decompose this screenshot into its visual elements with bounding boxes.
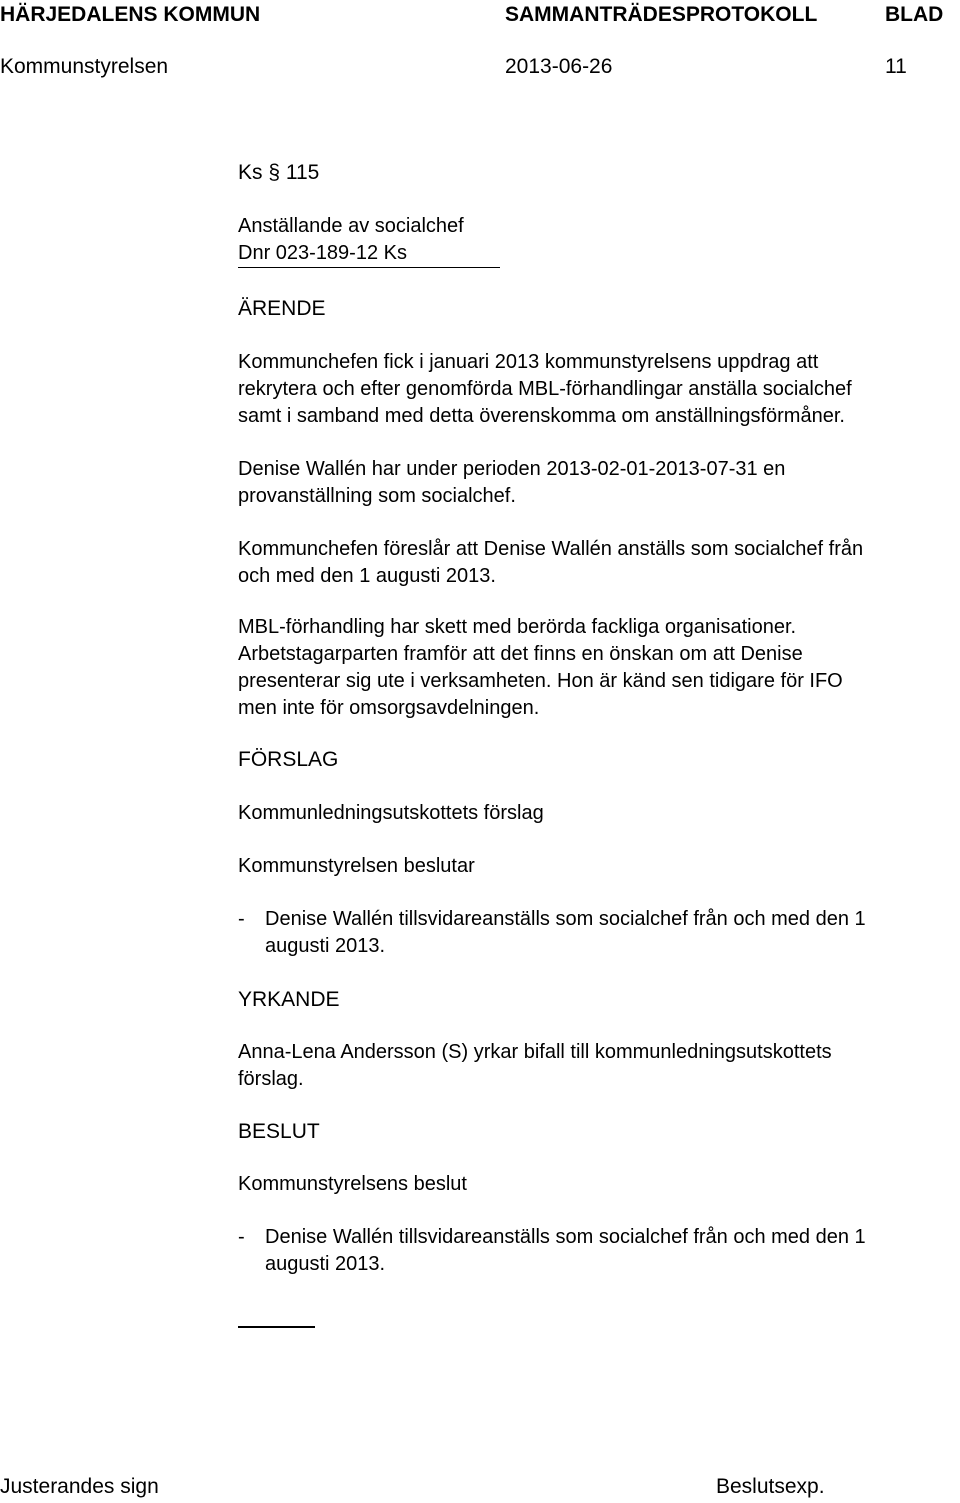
footer-extract-label: Beslutsexp. — [716, 1475, 825, 1498]
text-line: förslag. — [238, 1068, 304, 1090]
text-line: Arbetstagarparten framför att det finns en önskan om att Denise — [238, 643, 803, 665]
document-type: SAMMANTRÄDESPROTOKOLL — [505, 3, 818, 26]
arende-paragraph-3 — [238, 536, 960, 590]
text-line: Kommunchefen fick i januari 2013 kommunstyrelsens uppdrag att — [238, 351, 819, 373]
arende-paragraph-2 — [238, 456, 960, 510]
footer-sign-label: Justerandes sign — [0, 1475, 159, 1498]
bullet-dash: - — [238, 908, 245, 930]
text-line: provanställning som socialchef. — [238, 485, 516, 507]
heading-arende: ÄRENDE — [238, 297, 326, 320]
meeting-date: 2013-06-26 — [505, 55, 613, 78]
forslag-source: Kommunledningsutskottets förslag — [238, 802, 544, 824]
text-line: samt i samband med detta överenskomma om anställningsförmåner. — [238, 405, 845, 427]
case-title: Anställande av socialchef — [238, 215, 464, 237]
text-line: presenterar sig ute i verksamheten. Hon är känd sen tidigare för IFO — [238, 670, 843, 692]
dnr-underline — [238, 267, 500, 268]
text-line: augusti 2013. — [265, 1253, 386, 1275]
heading-beslut: BESLUT — [238, 1120, 320, 1143]
arende-paragraph-1 — [238, 349, 960, 430]
page-number: 11 — [885, 55, 907, 78]
yrkande-text — [238, 1039, 960, 1093]
text-line: Kommunchefen föreslår att Denise Wallén anställs som socialchef från — [238, 538, 864, 560]
text-line: augusti 2013. — [265, 935, 386, 957]
forslag-lead: Kommunstyrelsen beslutar — [238, 855, 475, 877]
text-line: Denise Wallén tillsvidareanställs som socialchef från och med den 1 — [265, 1226, 866, 1248]
text-line: Denise Wallén tillsvidareanställs som socialchef från och med den 1 — [265, 908, 866, 930]
text-line: men inte för omsorgsavdelningen. — [238, 697, 540, 719]
organization-name: HÄRJEDALENS KOMMUN — [0, 3, 261, 26]
heading-yrkande: YRKANDE — [238, 988, 340, 1011]
bullet-text — [265, 1224, 866, 1278]
case-paragraph: Ks § 115 — [238, 161, 320, 184]
sheet-label: BLAD — [885, 3, 944, 26]
text-line: Anna-Lena Andersson (S) yrkar bifall till kommunledningsutskottets — [238, 1041, 832, 1063]
case-dnr: Dnr 023-189-12 Ks — [238, 242, 407, 264]
text-line: MBL-förhandling har skett med berörda fackliga organisationer. — [238, 616, 797, 638]
beslut-lead: Kommunstyrelsens beslut — [238, 1173, 467, 1195]
arende-paragraph-4 — [238, 614, 960, 722]
bullet-text — [265, 906, 866, 960]
heading-forslag: FÖRSLAG — [238, 748, 339, 771]
text-line: och med den 1 augusti 2013. — [238, 565, 496, 587]
text-line: rekrytera och efter genomförda MBL-förhandlingar anställa socialchef — [238, 378, 852, 400]
text-line: Denise Wallén har under perioden 2013-02-01-2013-07-31 en — [238, 458, 786, 480]
end-rule — [238, 1326, 315, 1328]
meeting-body: Kommunstyrelsen — [0, 55, 169, 78]
bullet-dash: - — [238, 1226, 245, 1248]
